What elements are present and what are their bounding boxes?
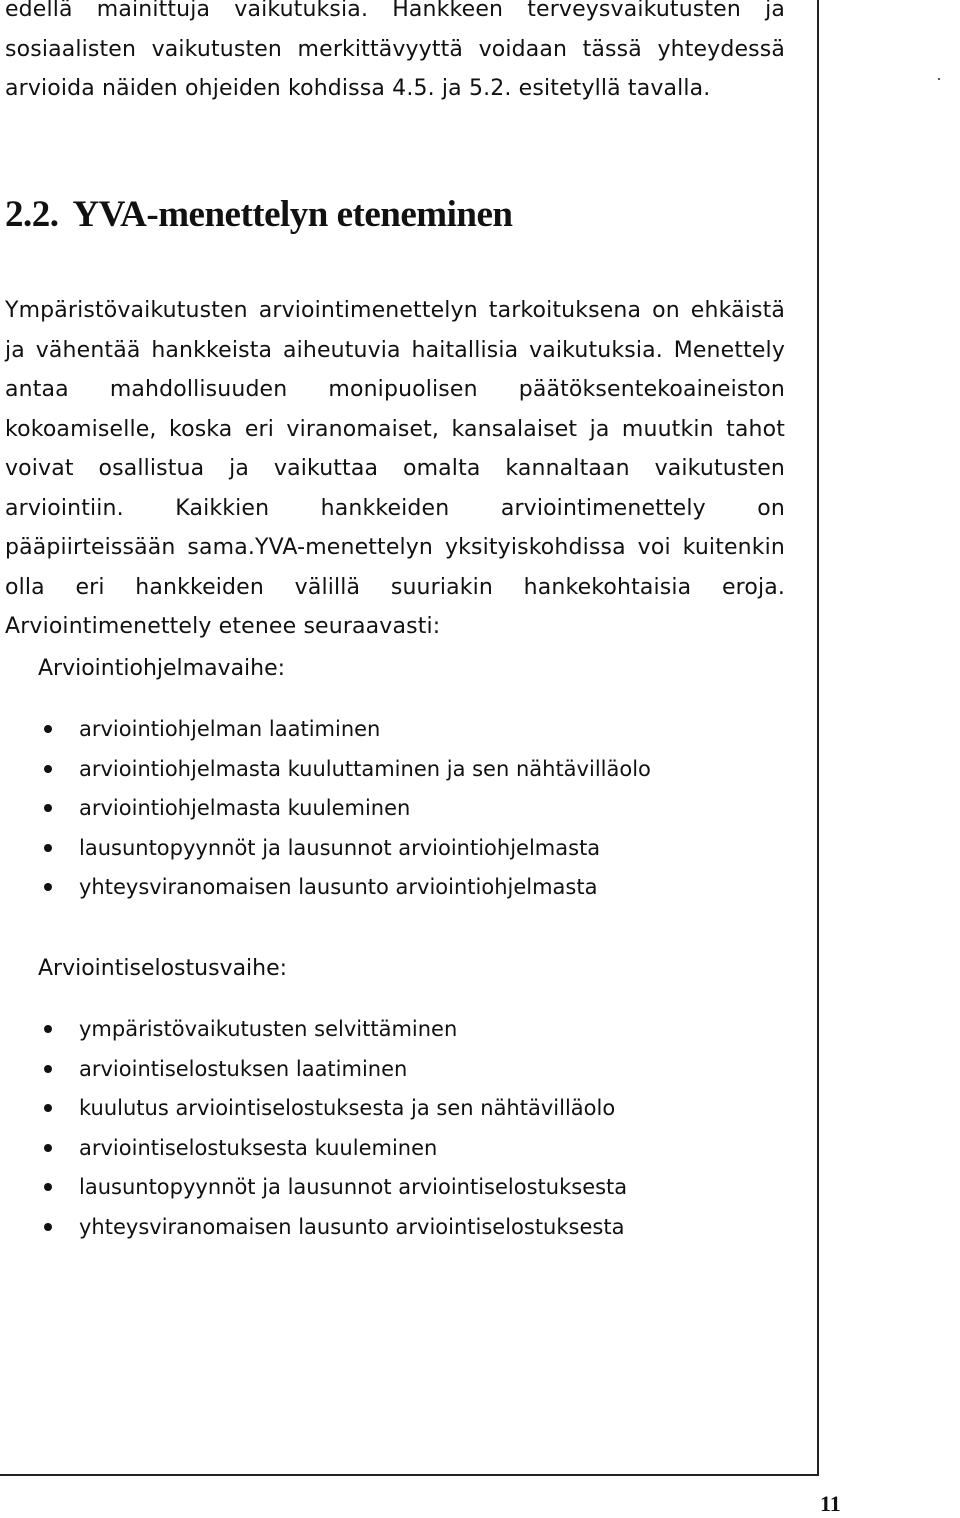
list-item-text: arviointiselostuksesta kuuleminen <box>79 1135 438 1160</box>
section-number: 2.2. <box>5 194 59 235</box>
list-item-text: arviointiselostuksen laatiminen <box>79 1056 408 1081</box>
phase-label-program: Arviointiohjelmavaihe: <box>38 656 286 681</box>
list-item <box>41 793 651 833</box>
bullet-icon <box>44 1144 52 1152</box>
list-item <box>41 1014 627 1054</box>
main-paragraph: Ympäristövaikutusten arviointimenettelyn tarkoituksena on ehkäistä ja vähentää hankkeista aiheutuvia haitallisia vaikutuksia. Menettely antaa mahdollisuuden monipuolisen päätöksentekoaineiston kokoamiselle, koska eri viranomaiset, kansalaiset ja muutkin tahot voivat osallistua ja vaikuttaa omalta kannaltaan vaikutusten arviointiin. Kaikkien hankkeiden arviointimenettely on pääpiirteissään sama.YVA-menettelyn yksityiskohdissa voi kuitenkin olla eri hankkeiden välillä suuriakin hankekohtaisia eroja. Arviointimenettely etenee seuraavasti: <box>5 298 785 639</box>
scan-speck <box>938 78 940 80</box>
list-item-text: arviointiohjelmasta kuuluttaminen ja sen nähtävilläolo <box>79 756 651 781</box>
list-item-text: ympäristövaikutusten selvittäminen <box>79 1017 458 1041</box>
list-item-text: yhteysviranomaisen lausunto arviointiselostuksesta <box>79 1214 625 1239</box>
list-item-text: arviointiohjelmasta kuuleminen <box>79 796 411 820</box>
list-item-text: yhteysviranomaisen lausunto arviointiohjelmasta <box>79 875 598 899</box>
bullet-icon <box>44 804 52 812</box>
list-item <box>41 1093 627 1133</box>
list-item <box>41 714 651 754</box>
phase-list-report <box>41 1014 627 1251</box>
list-item <box>41 1133 627 1173</box>
phase-label-report: Arviointiselostusvaihe: <box>38 956 288 981</box>
section-title: YVA-menettelyn eteneminen <box>72 194 513 235</box>
section-heading <box>5 190 512 240</box>
bullet-icon <box>44 1183 52 1191</box>
bullet-icon <box>44 725 52 733</box>
bullet-icon <box>44 765 52 773</box>
bullet-icon <box>44 1025 52 1033</box>
list-item <box>41 1172 627 1212</box>
list-item <box>41 1054 627 1094</box>
bullet-icon <box>44 883 52 891</box>
list-item <box>41 872 651 912</box>
list-item <box>41 754 651 794</box>
intro-paragraph: edellä mainittuja vaikutuksia. Hankkeen terveysvaikutusten ja sosiaalisten vaikutusten merkittävyyttä voidaan tässä yhteydessä arvioida näiden ohjeiden kohdissa 4.5. ja 5.2. esitetyllä tavalla. <box>5 0 785 101</box>
list-item <box>41 833 651 873</box>
list-item-text: arviointiohjelman laatiminen <box>79 717 381 741</box>
bullet-icon <box>44 1104 52 1112</box>
bullet-icon <box>44 1065 52 1073</box>
page-number: 11 <box>820 1491 841 1516</box>
list-item-text: lausuntopyynnöt ja lausunnot arviointiohjelmasta <box>79 835 601 860</box>
phase-list-program <box>41 714 651 912</box>
bullet-icon <box>44 844 52 852</box>
list-item-text: lausuntopyynnöt ja lausunnot arviointiselostuksesta <box>79 1175 628 1199</box>
list-item <box>41 1212 627 1252</box>
bullet-icon <box>44 1223 52 1231</box>
bottom-rule <box>0 1474 819 1476</box>
list-item-text: kuulutus arviointiselostuksesta ja sen nähtävilläolo <box>79 1096 616 1120</box>
right-margin-rule <box>817 0 819 1476</box>
